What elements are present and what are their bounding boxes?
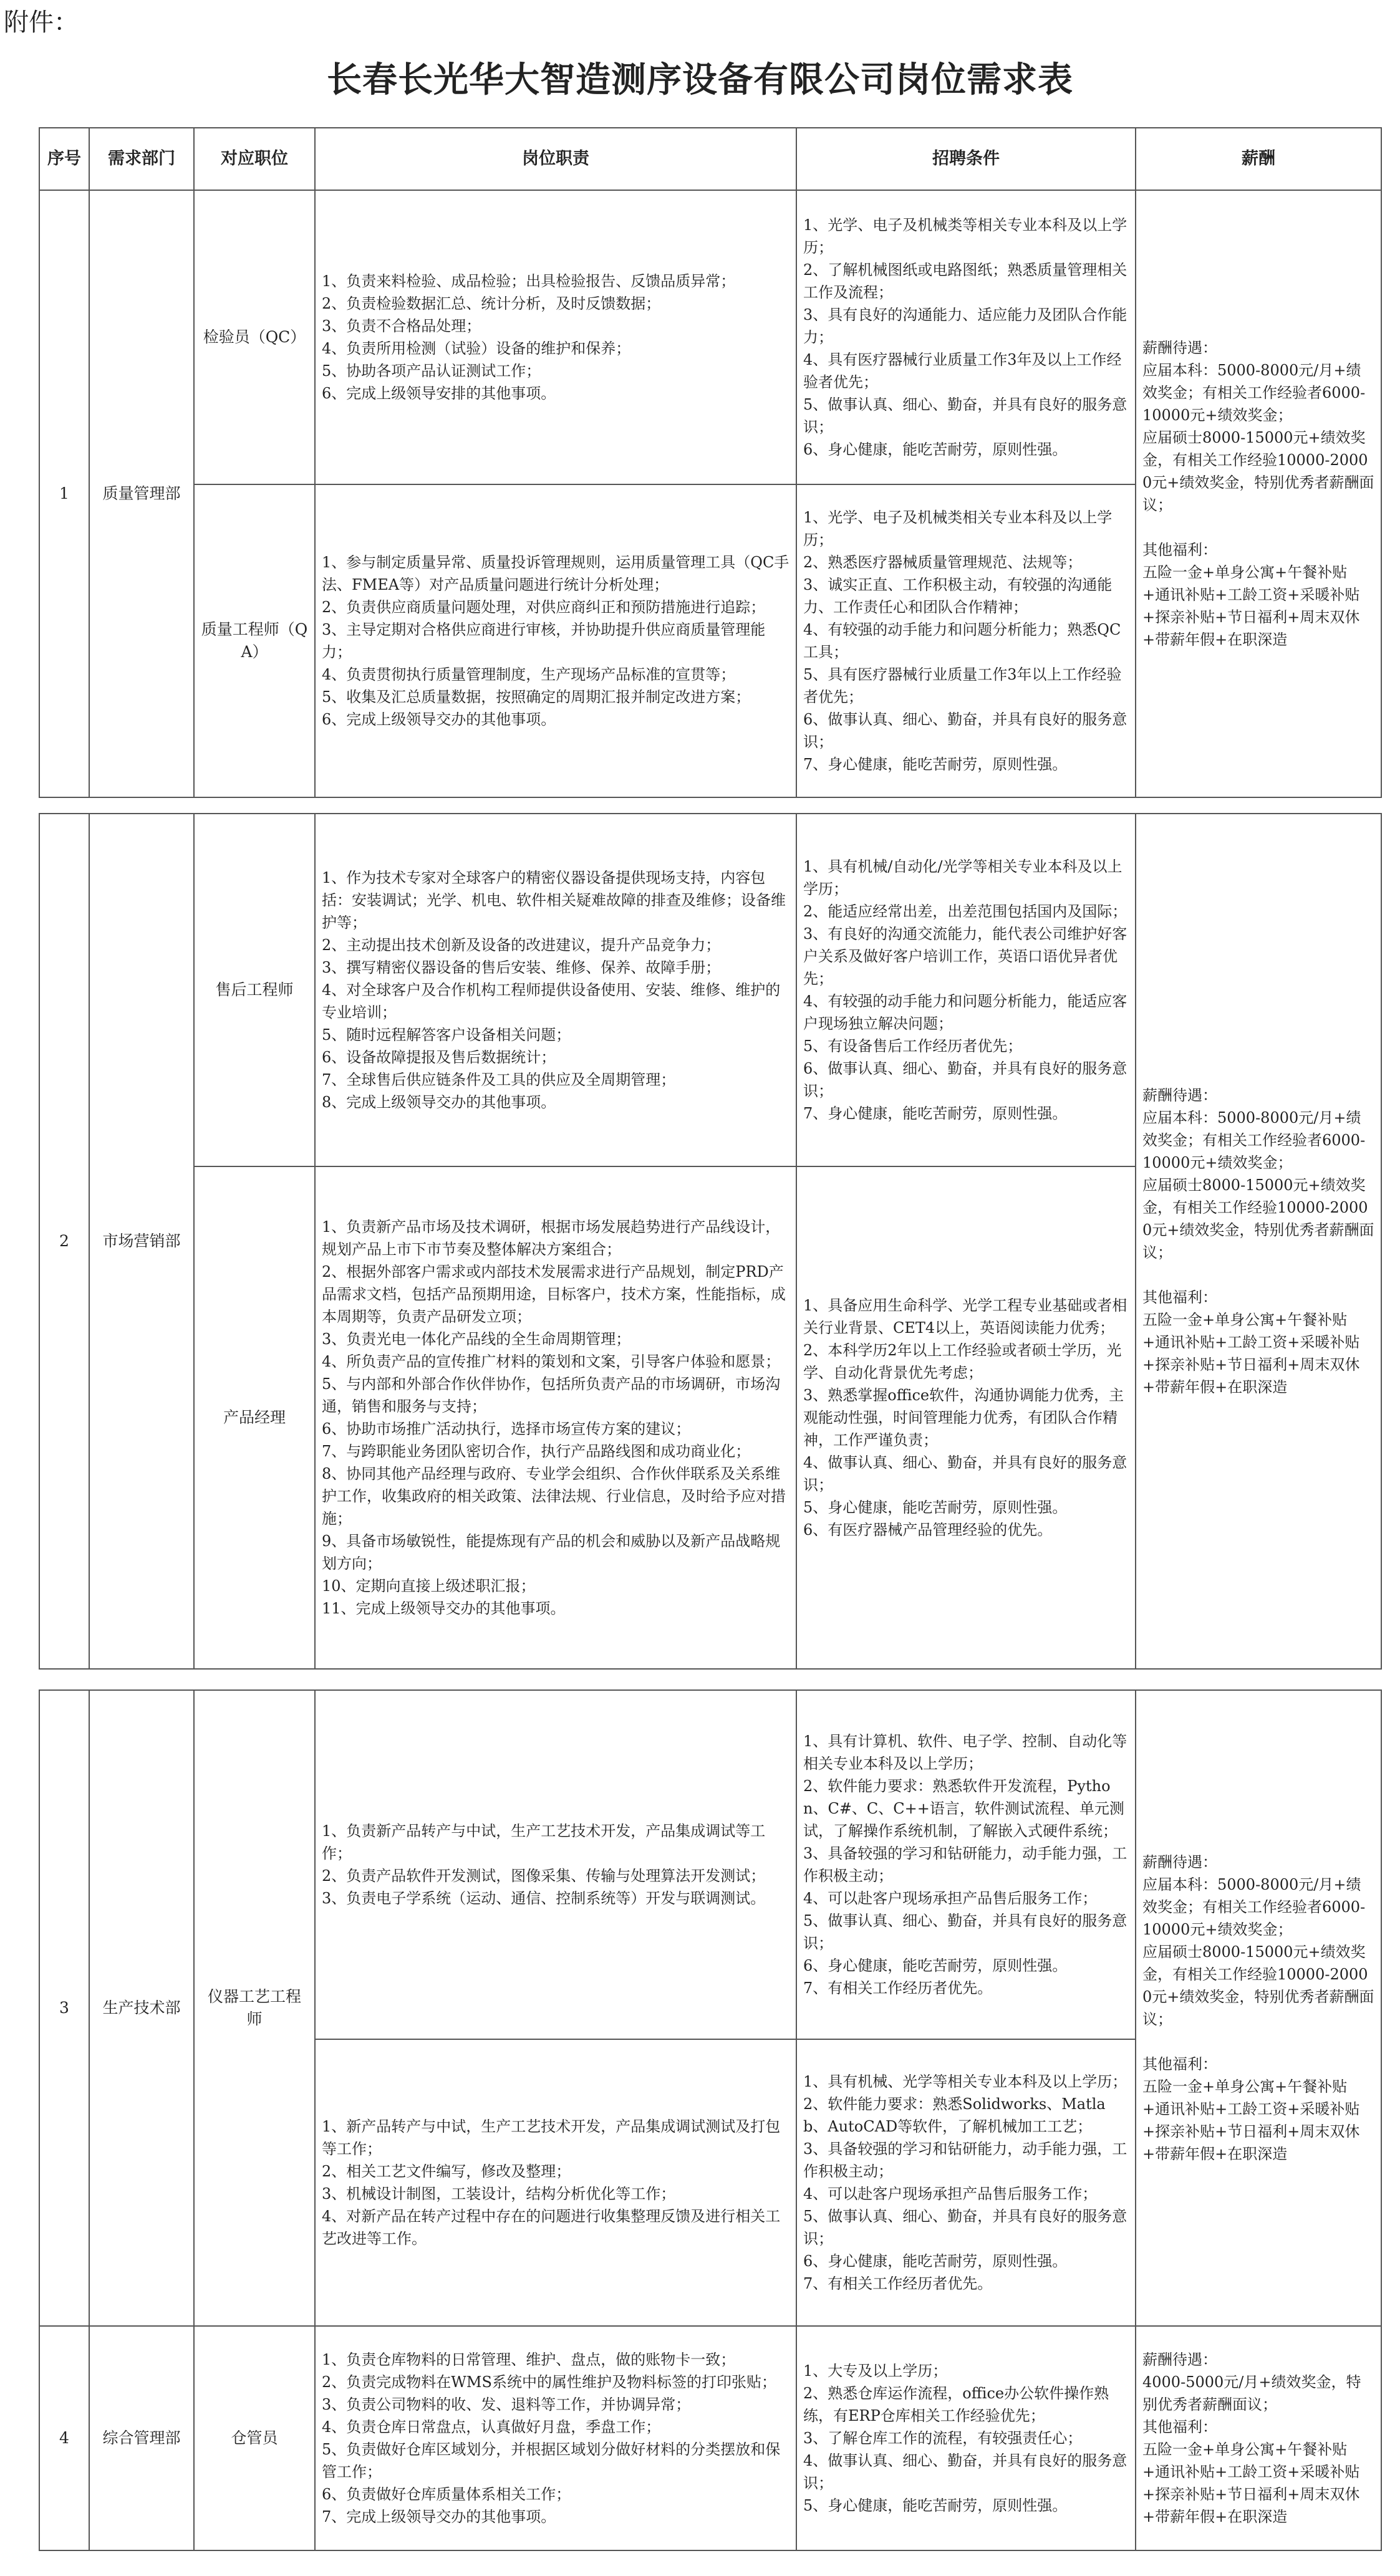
cell-line: 6、负责做好仓库质量体系相关工作； <box>322 2486 571 2503</box>
cell-line: 1、新产品转产与中试，生产工艺技术开发，产品集成调试测试及打包等工作； <box>322 2118 781 2158</box>
cell-line: 五险一金+单身公寓+午餐补贴+通讯补贴+工龄工资+采暖补贴+探亲补贴+节日福利+周末双休+带薪年假+在职深造 <box>1142 2078 1360 2163</box>
cell-line: 4、负责贯彻执行质量管理制度，生产现场产品标准的宣贯等； <box>322 666 736 683</box>
cell-line: 4、负责所用检测（试验）设备的维护和保养； <box>322 340 631 357</box>
requirements-cell <box>796 1690 1136 2039</box>
cell-line: 1、光学、电子及机械类相关专业本科及以上学历； <box>803 509 1113 549</box>
row-dept: 综合管理部 <box>89 2326 194 2550</box>
cell-line: 5、做事认真、细心、勤奋，并具有良好的服务意识； <box>803 396 1127 436</box>
header-requirements: 招聘条件 <box>796 128 1136 190</box>
cell-line: 其他福利： <box>1142 541 1217 559</box>
position-name: 产品经理 <box>194 1166 315 1669</box>
cell-line: 6、有医疗器械产品管理经验的优先。 <box>803 1521 1053 1539</box>
cell-line: 6、身心健康，能吃苦耐劳，原则性强。 <box>803 441 1068 458</box>
cell-line: 11、完成上级领导交办的其他事项。 <box>322 1600 566 1617</box>
cell-line: 五险一金+单身公寓+午餐补贴+通讯补贴+工龄工资+采暖补贴+探亲补贴+节日福利+周末双休+带薪年假+在职深造 <box>1142 1311 1360 1396</box>
cell-line: 4、对新产品在转产过程中存在的问题进行收集整理反馈及进行相关工艺改进等工作。 <box>322 2208 781 2247</box>
requirements-cell <box>796 2326 1136 2550</box>
position-name: 检验员（QC） <box>194 190 315 484</box>
cell-line: 6、协助市场推广活动执行，选择市场宣传方案的建议； <box>322 1420 691 1438</box>
duties-cell <box>315 1690 796 2039</box>
header-dept: 需求部门 <box>89 128 194 190</box>
cell-line: 7、全球售后供应链条件及工具的供应及全周期管理； <box>322 1071 676 1089</box>
cell-line: 2、熟悉医疗器械质量管理规范、法规等； <box>803 554 1083 571</box>
cell-line: 3、具备较强的学习和钻研能力，动手能力强，工作积极主动； <box>803 2140 1127 2180</box>
cell-line: 5、身心健康，能吃苦耐劳，原则性强。 <box>803 2497 1068 2514</box>
cell-line: 应届硕士8000-15000元+绩效奖金，有相关工作经验10000-20000元+绩效奖金，特别优秀者薪酬面议； <box>1142 429 1374 514</box>
cell-line: 5、有设备售后工作经历者优先； <box>803 1037 1023 1055</box>
cell-line: 2、负责检验数据汇总、统计分析，及时反馈数据； <box>322 295 661 312</box>
cell-line: 3、主导定期对合格供应商进行审核，并协助提升供应商质量管理能力； <box>322 621 766 661</box>
cell-line: 6、完成上级领导交办的其他事项。 <box>322 711 556 728</box>
cell-line: 8、协同其他产品经理与政府、专业学会组织、合作伙伴联系及关系维护工作，收集政府的相关政策、法律法规、行业信息，及时给予应对措施； <box>322 1465 786 1527</box>
duties-cell <box>315 484 796 797</box>
cell-line: 7、与跨职能业务团队密切合作，执行产品路线图和成功商业化； <box>322 1443 751 1460</box>
cell-line: 4、做事认真、细心、勤奋，并具有良好的服务意识； <box>803 1454 1127 1494</box>
cell-line: 5、具有医疗器械行业质量工作3年以上工作经验者优先； <box>803 666 1122 706</box>
cell-line: 1、具备应用生命科学、光学工程专业基础或者相关行业背景、CET4以上，英语阅读能力优秀； <box>803 1297 1127 1337</box>
salary-cell <box>1136 1690 1381 2326</box>
cell-line: 1、光学、电子及机械类等相关专业本科及以上学历； <box>803 216 1127 256</box>
cell-line: 5、收集及汇总质量数据，按照确定的周期汇报并制定改进方案； <box>322 688 751 706</box>
row-dept: 市场营销部 <box>89 814 194 1669</box>
cell-line: 2、负责供应商质量问题处理，对供应商纠正和预防措施进行追踪； <box>322 598 766 616</box>
cell-line: 9、具备市场敏锐性，能提炼现有产品的机会和威胁以及新产品战略规划方向； <box>322 1532 781 1572</box>
header-duties: 岗位职责 <box>315 128 796 190</box>
cell-line: 5、与内部和外部合作伙伴协作，包括所负责产品的市场调研，市场沟通，销售和服务与支持； <box>322 1375 781 1415</box>
cell-line: 薪酬待遇： <box>1142 339 1217 357</box>
cell-line: 3、负责公司物料的收、发、退料等工作，并协调异常； <box>322 2396 691 2413</box>
cell-line: 应届硕士8000-15000元+绩效奖金，有相关工作经验10000-20000元+绩效奖金，特别优秀者薪酬面议； <box>1142 1943 1374 2028</box>
cell-line: 3、具有良好的沟通能力、适应能力及团队合作能力； <box>803 306 1127 346</box>
cell-line: 5、协助各项产品认证测试工作； <box>322 362 541 380</box>
cell-line: 2、负责完成物料在WMS系统中的属性维护及物料标签的打印张贴； <box>322 2373 776 2391</box>
cell-line: 5、做事认真、细心、勤奋，并具有良好的服务意识； <box>803 2208 1127 2247</box>
cell-line: 五险一金+单身公寓+午餐补贴+通讯补贴+工龄工资+采暖补贴+探亲补贴+节日福利+周末双休+带薪年假+在职深造 <box>1142 2441 1360 2526</box>
cell-line: 3、负责不合格品处理； <box>322 317 481 335</box>
cell-line: 2、主动提出技术创新及设备的改进建议，提升产品竞争力； <box>322 936 721 954</box>
cell-line: 2、软件能力要求：熟悉软件开发流程，Python、C#、C、C++语言，软件测试流程、单元测试，了解操作系统机制，了解嵌入式硬件系统； <box>803 1777 1124 1840</box>
requirements-cell <box>796 190 1136 484</box>
cell-line: 2、负责产品软件开发测试，图像采集、传输与处理算法开发测试； <box>322 1867 766 1885</box>
duties-cell <box>315 2326 796 2550</box>
header-salary: 薪酬 <box>1136 128 1381 190</box>
document-title: 长春长光华大智造测序设备有限公司岗位需求表 <box>327 60 1073 100</box>
cell-line: 1、具有机械、光学等相关专业本科及以上学历； <box>803 2073 1127 2090</box>
cell-line: 1、具有计算机、软件、电子学、控制、自动化等相关专业本科及以上学历； <box>803 1733 1127 1772</box>
table-row <box>39 1690 1381 2039</box>
cell-line: 6、身心健康，能吃苦耐劳，原则性强。 <box>803 2252 1068 2270</box>
cell-line: 1、负责来料检验、成品检验；出具检验报告、反馈品质异常； <box>322 272 736 290</box>
cell-line: 6、做事认真、细心、勤奋，并具有良好的服务意识； <box>803 711 1127 751</box>
cell-line: 6、身心健康，能吃苦耐劳，原则性强。 <box>803 1957 1068 1974</box>
cell-line: 7、身心健康，能吃苦耐劳，原则性强。 <box>803 1105 1068 1122</box>
duties-cell <box>315 2039 796 2326</box>
requirements-cell <box>796 2039 1136 2326</box>
cell-line: 5、负责做好仓库区域划分，并根据区域划分做好材料的分类摆放和保管工作； <box>322 2441 781 2481</box>
cell-line: 4、有较强的动手能力和问题分析能力，能适应客户现场独立解决问题； <box>803 992 1127 1032</box>
cell-line: 五险一金+单身公寓+午餐补贴+通讯补贴+工龄工资+采暖补贴+探亲补贴+节日福利+周末双休+带薪年假+在职深造 <box>1142 564 1360 648</box>
cell-line: 3、了解仓库工作的流程，有较强责任心； <box>803 2429 1083 2447</box>
cell-line: 2、能适应经常出差，出差范围包括国内及国际； <box>803 903 1127 920</box>
cell-line: 2、根据外部客户需求或内部技术发展需求进行产品规划，制定PRD产品需求文档，包括产品预期用途，目标客户，技术方案，性能指标，成本周期等，负责产品研发立项； <box>322 1263 786 1325</box>
position-name: 仪器工艺工程师 <box>194 1690 315 2326</box>
cell-line: 其他福利： <box>1142 2055 1217 2073</box>
table-row <box>39 814 1381 1166</box>
cell-line: 4、所负责产品的宣传推广材料的策划和文案，引导客户体验和愿景； <box>322 1353 781 1370</box>
table-header-row <box>39 128 1381 190</box>
table-row <box>39 2326 1381 2550</box>
cell-line: 1、大专及以上学历； <box>803 2362 948 2380</box>
job-table-part-1 <box>39 127 1382 798</box>
row-no: 4 <box>39 2326 89 2550</box>
cell-line: 应届本科：5000-8000元/月+绩效奖金；有相关工作经验者6000-10000元+绩效奖金； <box>1142 1109 1366 1171</box>
cell-line: 3、撰写精密仪器设备的售后安装、维修、保养、故障手册； <box>322 959 721 976</box>
duties-cell <box>315 190 796 484</box>
cell-line: 应届硕士8000-15000元+绩效奖金，有相关工作经验10000-20000元+绩效奖金，特别优秀者薪酬面议； <box>1142 1176 1374 1261</box>
duties-cell <box>315 1166 796 1669</box>
cell-line: 薪酬待遇： <box>1142 1087 1217 1104</box>
cell-line: 4、对全球客户及合作机构工程师提供设备使用、安装、维修、维护的专业培训； <box>322 981 781 1021</box>
cell-line: 10、定期向直接上级述职汇报； <box>322 1577 536 1595</box>
job-table-part-3 <box>39 1689 1382 2551</box>
cell-line: 4、可以赴客户现场承担产品售后服务工作； <box>803 2185 1098 2203</box>
cell-line: 6、完成上级领导安排的其他事项。 <box>322 385 556 402</box>
cell-line: 2、软件能力要求：熟悉Solidworks、Matlab、AutoCAD等软件，了解机械加工工艺； <box>803 2095 1106 2135</box>
cell-line: 7、身心健康，能吃苦耐劳，原则性强。 <box>803 756 1068 773</box>
row-no: 2 <box>39 814 89 1669</box>
cell-line: 3、机械设计制图，工装设计，结构分析优化等工作； <box>322 2185 676 2203</box>
position-name: 售后工程师 <box>194 814 315 1166</box>
cell-line: 1、作为技术专家对全球客户的精密仪器设备提供现场支持，内容包括：安装调试；光学、机电、软件相关疑难故障的排查及维修；设备维护等； <box>322 869 786 931</box>
cell-line: 4、负责仓库日常盘点，认真做好月盘，季盘工作； <box>322 2418 661 2436</box>
row-no: 1 <box>39 190 89 797</box>
header-position: 对应职位 <box>194 128 315 190</box>
cell-line: 7、有相关工作经历者优先。 <box>803 2275 993 2292</box>
requirements-cell <box>796 484 1136 797</box>
cell-line: 1、负责新产品转产与中试，生产工艺技术开发，产品集成调试等工作； <box>322 1822 766 1862</box>
position-name: 仓管员 <box>194 2326 315 2550</box>
cell-line: 5、身心健康，能吃苦耐劳，原则性强。 <box>803 1499 1068 1516</box>
position-name: 质量工程师（QA） <box>194 484 315 797</box>
cell-line: 6、做事认真、细心、勤奋，并具有良好的服务意识； <box>803 1060 1127 1100</box>
cell-line: 其他福利： <box>1142 2418 1217 2436</box>
requirements-cell <box>796 1166 1136 1669</box>
cell-line: 2、了解机械图纸或电路图纸；熟悉质量管理相关工作及流程； <box>803 261 1127 301</box>
cell-line: 4、有较强的动手能力和问题分析能力；熟悉QC工具； <box>803 621 1121 661</box>
cell-line: 4000-5000元/月+绩效奖金，特别优秀者薪酬面议； <box>1142 2373 1361 2413</box>
salary-cell <box>1136 814 1381 1669</box>
cell-line: 5、随时远程解答客户设备相关问题； <box>322 1026 571 1044</box>
cell-line: 1、具有机械/自动化/光学等相关专业本科及以上学历； <box>803 858 1122 898</box>
cell-line: 3、负责电子学系统（运动、通信、控制系统等）开发与联调测试。 <box>322 1890 766 1907</box>
attachment-label: 附件： <box>4 8 79 37</box>
cell-line <box>1142 1264 1374 1286</box>
cell-line: 薪酬待遇： <box>1142 1853 1217 1871</box>
cell-line: 8、完成上级领导交办的其他事项。 <box>322 1093 556 1111</box>
cell-line: 4、具有医疗器械行业质量工作3年及以上工作经验者优先； <box>803 351 1122 391</box>
cell-line: 3、熟悉掌握office软件，沟通协调能力优秀，主观能动性强，时间管理能力优秀，有团队合作精神，工作严谨负责； <box>803 1387 1124 1449</box>
cell-line: 2、相关工艺文件编写，修改及整理； <box>322 2163 571 2180</box>
cell-line: 1、参与制定质量异常、质量投诉管理规则，运用质量管理工具（QC手法、FMEA等）对产品质量问题进行统计分析处理； <box>322 554 789 594</box>
cell-line: 2、熟悉仓库运作流程，office办公软件操作熟练，有ERP仓库相关工作经验优先； <box>803 2385 1109 2425</box>
cell-line: 7、有相关工作经历者优先。 <box>803 1979 993 1997</box>
job-table-part-2 <box>39 813 1382 1670</box>
cell-line: 其他福利： <box>1142 1289 1217 1306</box>
cell-line: 1、负责新产品市场及技术调研，根据市场发展趋势进行产品线设计，规划产品上市下市节奏及整体解决方案组合； <box>322 1218 781 1258</box>
cell-line: 4、做事认真、细心、勤奋，并具有良好的服务意识； <box>803 2452 1127 2492</box>
cell-line: 7、完成上级领导交办的其他事项。 <box>322 2508 556 2526</box>
cell-line: 3、负责光电一体化产品线的全生命周期管理； <box>322 1330 631 1348</box>
row-dept: 生产技术部 <box>89 1690 194 2326</box>
cell-line <box>1142 2031 1374 2053</box>
cell-line: 应届本科：5000-8000元/月+绩效奖金；有相关工作经验者6000-10000元+绩效奖金； <box>1142 362 1366 424</box>
requirements-cell <box>796 814 1136 1166</box>
cell-line: 1、负责仓库物料的日常管理、维护、盘点，做的账物卡一致； <box>322 2351 736 2368</box>
salary-cell <box>1136 190 1381 797</box>
cell-line: 6、设备故障提报及售后数据统计； <box>322 1049 556 1066</box>
row-dept: 质量管理部 <box>89 190 194 797</box>
cell-line: 3、具备较强的学习和钻研能力，动手能力强，工作积极主动； <box>803 1845 1127 1885</box>
cell-line: 2、本科学历2年以上工作经验或者硕士学历，光学、自动化背景优先考虑； <box>803 1342 1122 1382</box>
header-no: 序号 <box>39 128 89 190</box>
cell-line: 4、可以赴客户现场承担产品售后服务工作； <box>803 1890 1098 1907</box>
cell-line: 5、做事认真、细心、勤奋，并具有良好的服务意识； <box>803 1912 1127 1952</box>
row-no: 3 <box>39 1690 89 2326</box>
cell-line: 3、有良好的沟通交流能力，能代表公司维护好客户关系及做好客户培训工作，英语口语优异者优先； <box>803 925 1127 988</box>
cell-line <box>1142 516 1374 539</box>
salary-cell <box>1136 2326 1381 2550</box>
cell-line: 薪酬待遇： <box>1142 2351 1217 2368</box>
table-row <box>39 190 1381 484</box>
cell-line: 3、诚实正直、工作积极主动，有较强的沟通能力、工作责任心和团队合作精神； <box>803 576 1113 616</box>
duties-cell <box>315 814 796 1166</box>
cell-line: 应届本科：5000-8000元/月+绩效奖金；有相关工作经验者6000-10000元+绩效奖金； <box>1142 1876 1366 1938</box>
